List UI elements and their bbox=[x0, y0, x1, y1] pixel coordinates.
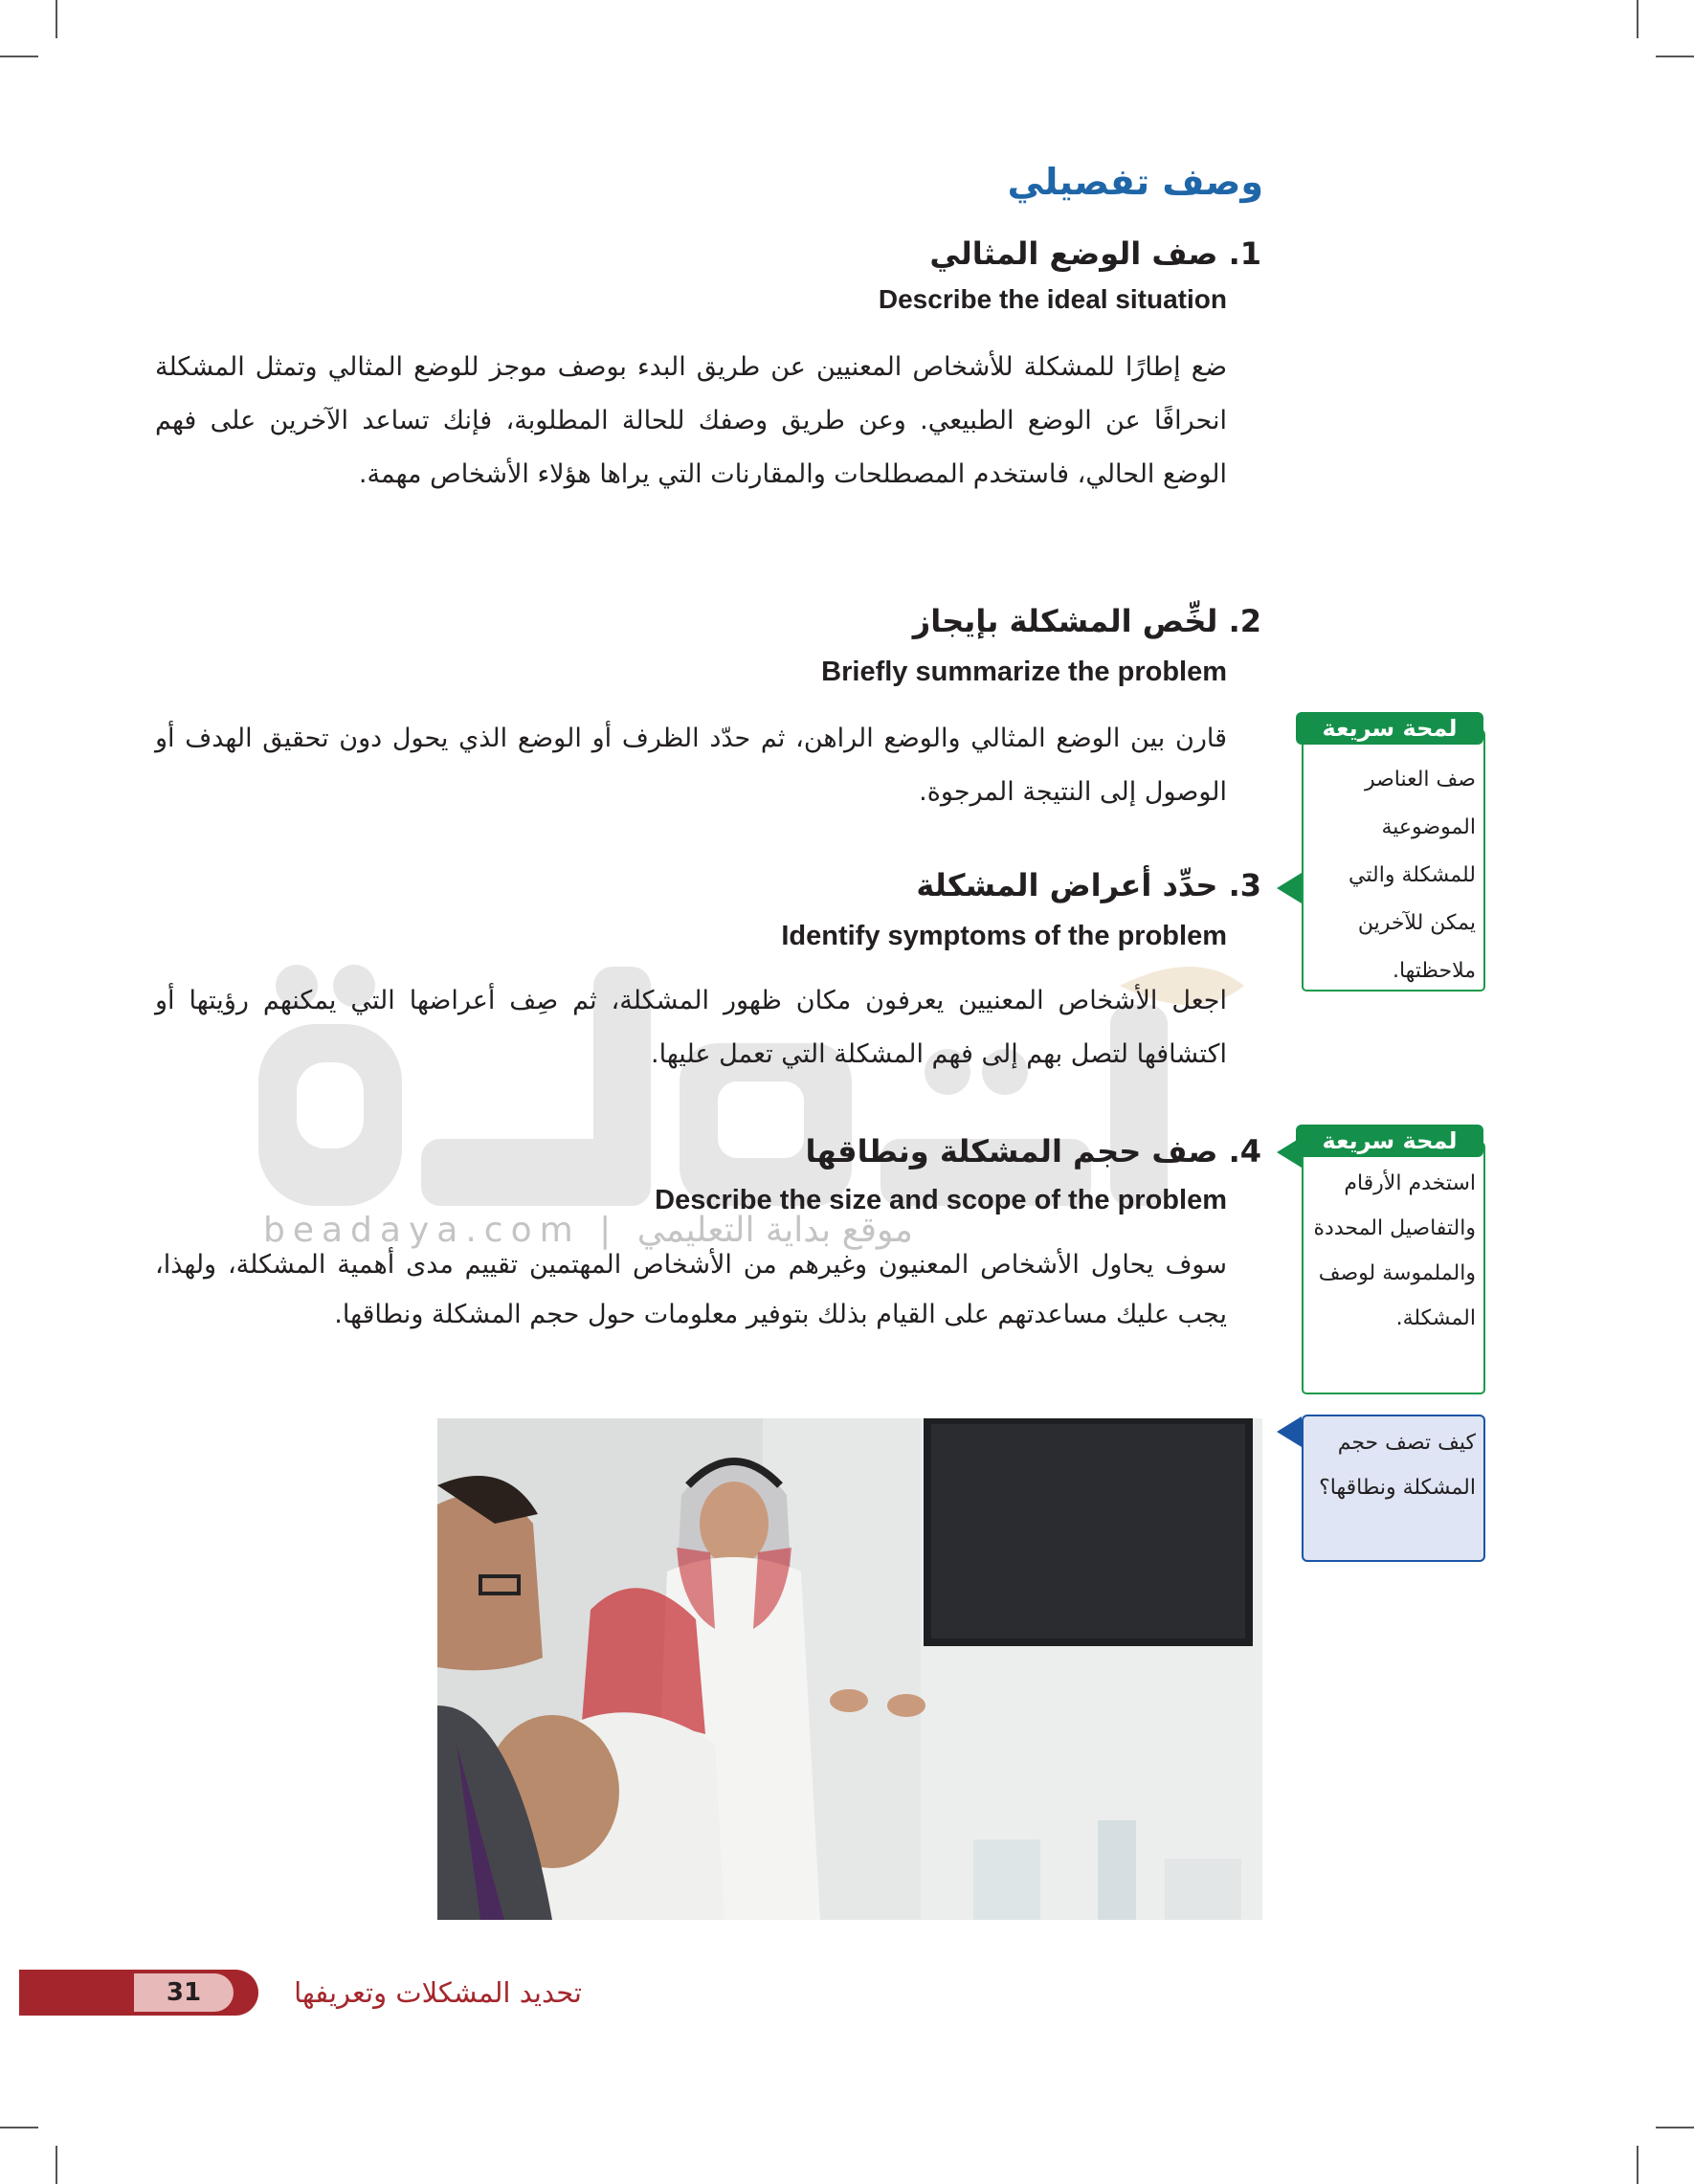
item-4-english: Describe the size and scope of the problem bbox=[655, 1185, 1227, 1215]
crop-mark bbox=[1656, 56, 1694, 57]
item-1-paragraph: ضع إطارًا للمشكلة للأشخاص المعنيين عن طريق البدء بوصف موجز للوضع المثالي وتمثل المشكلة انحرافًا عن الوضع الطبيعي. وعن طريق وصفك للحالة المطلوبة، فإنك تساعد الآخرين على فهم الوضع الحالي، فاستخدم المصطلحات والمقارنات التي يراها هؤلاء الأشخاص مهمة. bbox=[155, 352, 1227, 489]
crop-mark bbox=[0, 56, 38, 57]
item-2-paragraph: قارن بين الوضع المثالي والوضع الراهن، ثم حدّد الظرف أو الوضع الذي يحول دون تحقيق الهدف أو الوصول إلى النتيجة المرجوة. bbox=[155, 724, 1227, 807]
quick-tip-box bbox=[1302, 715, 1485, 992]
chapter-title: تحديد المشكلات وتعريفها bbox=[294, 1976, 582, 2009]
crop-mark bbox=[0, 2127, 38, 2128]
item-1-english: Describe the ideal situation bbox=[878, 284, 1227, 314]
question-pointer-arrow-icon bbox=[1277, 1416, 1302, 1447]
crop-mark bbox=[1637, 2146, 1638, 2184]
item-2-heading: 2. لخِّص المشكلة بإيجاز bbox=[912, 603, 1261, 639]
item-2-english: Briefly summarize the problem bbox=[821, 657, 1227, 687]
tip-pointer-arrow-icon bbox=[1277, 1137, 1302, 1168]
item-3-heading: 3. حدِّد أعراض المشكلة bbox=[916, 867, 1261, 903]
section-title: وصف تفصيلي bbox=[1007, 161, 1263, 203]
crop-mark bbox=[1656, 2127, 1694, 2128]
meeting-photo bbox=[437, 1418, 1262, 1920]
item-4-paragraph: سوف يحاول الأشخاص المعنيون وغيرهم من الأشخاص المهتمين تقييم مدى أهمية المشكلة، ولهذا، يجب عليك مساعدتهم على القيام بذلك بتوفير معلومات حول حجم المشكلة ونطاقها. bbox=[155, 1250, 1227, 1329]
crop-mark bbox=[56, 2146, 57, 2184]
quick-tip-label: لمحة سريعة bbox=[1296, 712, 1483, 745]
quick-tip-box bbox=[1302, 1127, 1485, 1394]
quick-tip-text: صف العناصر الموضوعية للمشكلة والتي يمكن للآخرين ملاحظتها. bbox=[1349, 768, 1476, 983]
crop-mark bbox=[56, 0, 57, 38]
crop-mark bbox=[1637, 0, 1638, 38]
page-number: 31 bbox=[166, 1978, 202, 2007]
quick-tip-text: استخدم الأرقام والتفاصيل المحددة والملموسة لوصف المشكلة. bbox=[1313, 1171, 1476, 1330]
quick-tip-label: لمحة سريعة bbox=[1296, 1125, 1483, 1157]
item-1-heading: 1. صف الوضع المثالي bbox=[929, 235, 1261, 272]
question-box: كيف تصف حجم المشكلة ونطاقها؟ bbox=[1302, 1415, 1485, 1562]
item-4-heading: 4. صف حجم المشكلة ونطاقها bbox=[805, 1133, 1261, 1170]
watermark-url: beadaya.com | موقع بداية التعليمي bbox=[263, 1211, 913, 1250]
item-3-english: Identify symptoms of the problem bbox=[781, 921, 1227, 951]
tip-pointer-arrow-icon bbox=[1277, 873, 1302, 903]
item-3-paragraph: اجعل الأشخاص المعنيين يعرفون مكان ظهور المشكلة، ثم صِف أعراضها التي يمكنهم رؤيتها أو اكتشافها لتصل بهم إلى فهم المشكلة التي تعمل عليها. bbox=[155, 986, 1227, 1069]
